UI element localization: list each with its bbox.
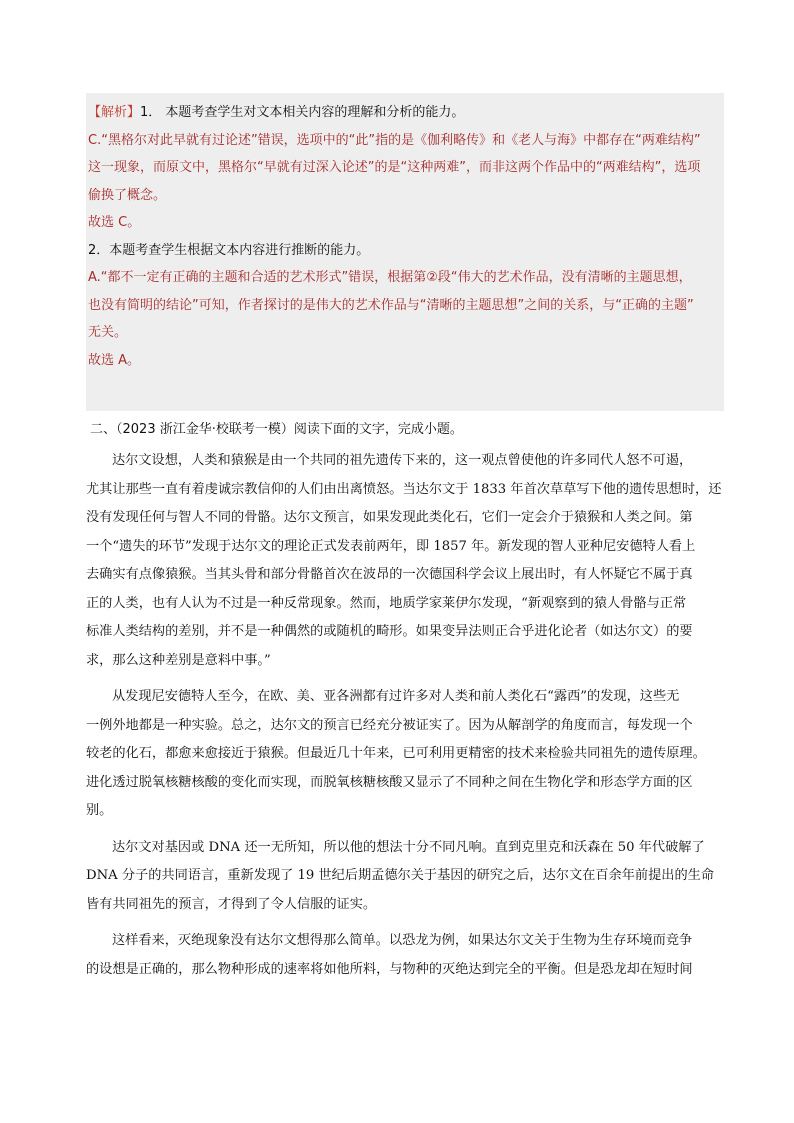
q2-title: 2．本题考查学生根据文本内容进行推断的能力。	[88, 242, 370, 258]
q2-answer: 故选 A。	[88, 352, 141, 368]
passage-line: 别。	[86, 803, 113, 818]
passage-line: 皆有共同祖先的预言，才得到了令人信服的证实。	[86, 896, 377, 912]
passage-line: 达尔文对基因或 DNA 还一无所知，所以他的想法十分不同凡响。直到克里克和沃森在 50 年代破解了	[112, 839, 705, 855]
q1-title-row	[88, 99, 722, 127]
passage-line: DNA 分子的共同语言，重新发现了 19 世纪后期孟德尔关于基因的研究之后，达尔文在百余年前提出的生命	[86, 868, 715, 883]
q1-line: 偷换了概念。	[88, 187, 167, 203]
section-heading: 二、（2023 浙江金华·校联考一模）阅读下面的文字，完成小题。	[90, 422, 463, 437]
passage-line: 的设想是正确的，那么物种形成的速率将如他所料，与物种的灭绝达到完全的平衡。但是恐龙却在短时间	[86, 961, 693, 977]
analysis-tag: 【解析】	[88, 105, 141, 120]
reading-passage	[86, 413, 724, 984]
passage-line: 求，那么这种差别是意料中事。”	[86, 652, 271, 668]
passage-line: 正的人类，也有人认为不过是一种反常现象。然而，地质学家莱伊尔发现，“新观察到的猿人骨骼与正常	[86, 595, 687, 611]
passage-line: 从发现尼安德特人至今，在欧、美、亚各洲都有过许多对人类和前人类化石“露西”的发现，这些无	[112, 689, 680, 704]
q1-answer: 故选 C。	[88, 215, 141, 230]
paragraph-3	[86, 834, 724, 920]
passage-line: 一个“遗失的环节”发现于达尔文的理论正式发表前两年，即 1857 年。新发现的智人亚种尼安德特人看上	[86, 538, 696, 554]
passage-line: 去确实有点像猿猴。当其头骨和部分骨骼首次在波昂的一次德国科学会议上展出时，有人怀疑它不属于真	[86, 567, 693, 582]
passage-line: 标准人类结构的差别，并不是一种偶然的或随机的畸形。如果变异法则正合乎进化论者（如达尔文）的要	[86, 624, 693, 639]
q2-line: 无关。	[88, 325, 128, 340]
q1-line: C.“黑格尔对此早就有过论述”错误，选项中的“此”指的是《伽利略传》和《老人与海》中都存在“两难结构”	[88, 132, 701, 148]
q1-title: 1． 本题考查学生对文本相关内容的理解和分析的能力。	[140, 105, 465, 120]
passage-line: 这样看来，灭绝现象没有达尔文想得那么简单。以恐龙为例，如果达尔文关于生物为生存环境而竞争	[112, 933, 693, 948]
paragraph-2	[86, 683, 724, 826]
passage-line: 较老的化石，都愈来愈接近于猿猴。但最近几十年来，已可利用更精密的技术来检验共同祖先的遗传原理。	[86, 746, 706, 761]
q2-line: A.“都不一定有正确的主题和合适的艺术形式”错误，根据第②段“伟大的艺术作品，没有清晰的主题思想，	[88, 270, 692, 285]
q1-line: 这一现象，而原文中，黑格尔“早就有过深入论述”的是“这种两难”，而非这两个作品中的“两难结构”，选项	[88, 160, 701, 175]
passage-line: 达尔文设想，人类和猿猴是由一个共同的祖先遗传下来的，这一观点曾使他的许多同代人怒不可遏，	[112, 453, 693, 468]
passage-line: 没有发现任何与智人不同的骨骼。达尔文预言，如果发现此类化石，它们一定会介于猿猴和人类之间。第	[86, 510, 693, 525]
analysis-box	[86, 93, 724, 411]
passage-line: 尤其让那些一直有着虔诚宗教信仰的人们由出离愤怒。当达尔文于 1833 年首次草草写下他的遗传思想时，还	[86, 481, 722, 497]
paragraph-1	[86, 447, 724, 675]
passage-line: 一例外地都是一种实验。总之，达尔文的预言已经充分被证实了。因为从解剖学的角度而言，每发现一个	[86, 717, 693, 733]
passage-line: 进化透过脱氧核糖核酸的变化而实现，而脱氧核糖核酸又显示了不同种之间在生物化学和形态学方面的区	[86, 774, 693, 790]
paragraph-4	[86, 927, 724, 984]
q2-line: 也没有简明的结论”可知，作者探讨的是伟大的艺术作品与“清晰的主题思想”之间的关系，与“正确的主题”	[88, 297, 694, 313]
